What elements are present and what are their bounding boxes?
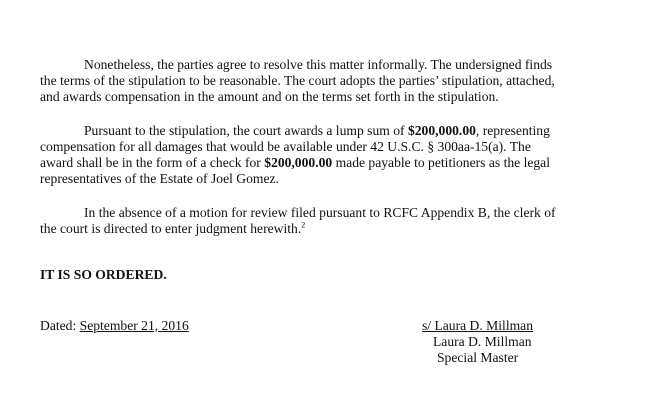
award-text: Pursuant to the stipulation, the court awards a lump sum of bbox=[84, 123, 408, 138]
dated-line bbox=[40, 318, 189, 334]
award-text: award shall be in the form of a check for bbox=[40, 155, 265, 170]
paragraph-line: compensation for all damages that would be available under 42 U.S.C. § 300aa-15(a). The bbox=[40, 139, 531, 154]
paragraph-settlement bbox=[40, 57, 600, 105]
dated-label: Dated: bbox=[40, 318, 80, 333]
paragraph-judgment bbox=[40, 205, 600, 237]
paragraph-award bbox=[40, 123, 600, 187]
paragraph-line bbox=[40, 155, 600, 171]
award-text: , representing bbox=[475, 123, 550, 138]
order-heading: IT IS SO ORDERED. bbox=[40, 267, 167, 282]
signature-block bbox=[422, 318, 533, 366]
paragraph-line: the terms of the stipulation to be reasonable. The court adopts the parties’ stipulation, attached, bbox=[40, 73, 555, 88]
signatory-title: Special Master bbox=[437, 350, 519, 365]
dated-date: September 21, 2016 bbox=[79, 318, 189, 333]
paragraph-line: and awards compensation in the amount and on the terms set forth in the stipulation. bbox=[40, 89, 499, 104]
award-amount: $200,000.00 bbox=[407, 123, 476, 138]
paragraph-line bbox=[40, 221, 600, 237]
award-text: made payable to petitioners as the legal bbox=[332, 155, 550, 170]
judgment-text: the court is directed to enter judgment herewith. bbox=[40, 221, 302, 236]
paragraph-line: Nonetheless, the parties agree to resolve this matter informally. The undersigned finds bbox=[84, 57, 553, 72]
signature-line: s/ Laura D. Millman bbox=[422, 318, 533, 333]
award-amount: $200,000.00 bbox=[264, 155, 333, 170]
paragraph-line: In the absence of a motion for review filed pursuant to RCFC Appendix B, the clerk of bbox=[84, 205, 556, 220]
paragraph-line bbox=[40, 123, 600, 139]
footnote-ref[interactable]: 2 bbox=[301, 220, 306, 230]
signatory-name: Laura D. Millman bbox=[433, 334, 532, 349]
paragraph-line: representatives of the Estate of Joel Gomez. bbox=[40, 171, 279, 186]
